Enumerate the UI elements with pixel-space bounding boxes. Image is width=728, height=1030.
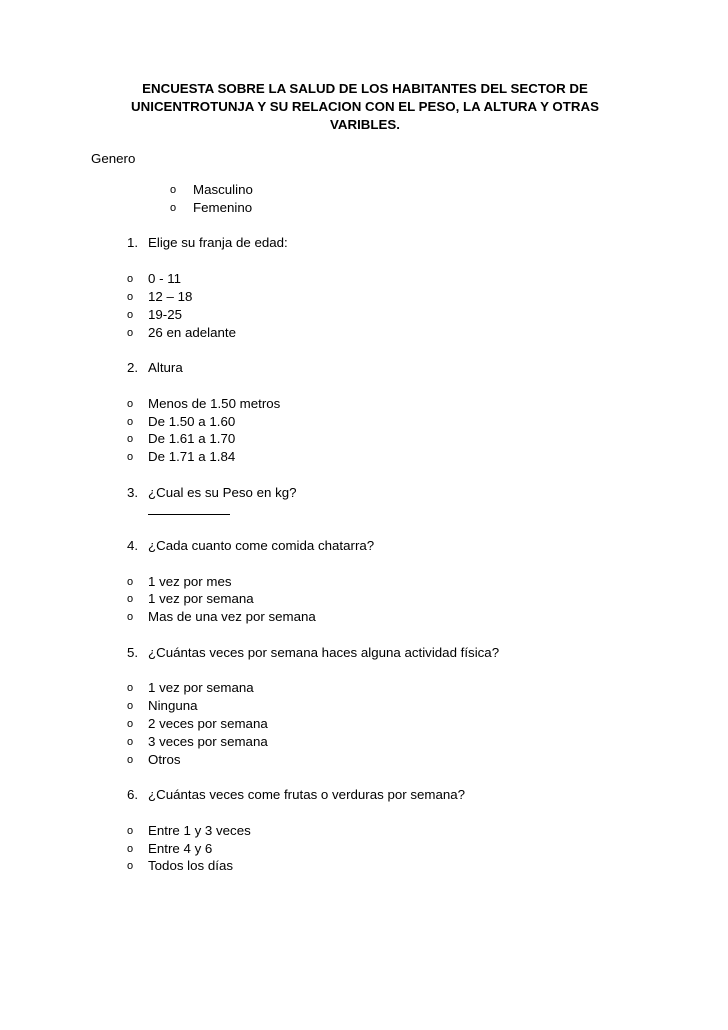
bullet-icon: o [127, 860, 134, 872]
question-2-option: De 1.50 a 1.60 [148, 414, 236, 429]
document-title [100, 80, 630, 134]
bullet-icon: o [127, 327, 134, 339]
question-5-option: Otros [148, 752, 181, 767]
question-1-number: 1. [127, 235, 139, 250]
question-5-option: 1 vez por semana [148, 680, 254, 695]
bullet-icon: o [127, 433, 134, 445]
question-4-option: 1 vez por semana [148, 591, 254, 606]
genero-option-femenino: Femenino [193, 200, 253, 215]
question-6-option: Entre 4 y 6 [148, 841, 213, 856]
question-1-option: 26 en adelante [148, 325, 236, 340]
question-1-text: Elige su franja de edad: [148, 235, 288, 250]
bullet-icon: o [127, 825, 134, 837]
weight-answer-line [148, 514, 230, 515]
question-2-option: Menos de 1.50 metros [148, 396, 281, 411]
question-2-option: De 1.61 a 1.70 [148, 431, 236, 446]
question-5-text: ¿Cuántas veces por semana haces alguna actividad física? [148, 645, 500, 660]
question-1-option: 0 - 11 [148, 271, 182, 286]
question-4-option: Mas de una vez por semana [148, 609, 316, 624]
question-3-text: ¿Cual es su Peso en kg? [148, 485, 297, 500]
bullet-icon: o [127, 416, 134, 428]
question-5-option: 2 veces por semana [148, 716, 268, 731]
question-6-number: 6. [127, 787, 139, 802]
bullet-icon: o [127, 682, 134, 694]
bullet-icon: o [127, 309, 134, 321]
bullet-icon: o [127, 736, 134, 748]
bullet-icon: o [127, 451, 134, 463]
question-4-number: 4. [127, 538, 139, 553]
question-5-option: Ninguna [148, 698, 198, 713]
question-5-number: 5. [127, 645, 139, 660]
genero-label: Genero [91, 151, 136, 166]
question-6-text: ¿Cuántas veces come frutas o verduras por semana? [148, 787, 466, 802]
question-5-option: 3 veces por semana [148, 734, 268, 749]
bullet-icon: o [170, 184, 177, 196]
question-2-text: Altura [148, 360, 183, 375]
question-4-text: ¿Cada cuanto come comida chatarra? [148, 538, 375, 553]
bullet-icon: o [170, 202, 177, 214]
genero-option-masculino: Masculino [193, 182, 253, 197]
question-1-option: 19-25 [148, 307, 183, 322]
title-line-2: UNICENTROTUNJA Y SU RELACION CON EL PESO, LA ALTURA Y OTRAS [131, 99, 599, 114]
bullet-icon: o [127, 576, 134, 588]
question-6-option: Todos los días [148, 858, 234, 873]
question-3-number: 3. [127, 485, 139, 500]
bullet-icon: o [127, 754, 134, 766]
bullet-icon: o [127, 398, 134, 410]
question-2-number: 2. [127, 360, 139, 375]
question-4-option: 1 vez por mes [148, 574, 232, 589]
bullet-icon: o [127, 291, 134, 303]
question-2-option: De 1.71 a 1.84 [148, 449, 236, 464]
bullet-icon: o [127, 611, 134, 623]
question-6-option: Entre 1 y 3 veces [148, 823, 251, 838]
bullet-icon: o [127, 273, 134, 285]
title-line-3: VARIBLES. [330, 117, 400, 132]
title-line-1: ENCUESTA SOBRE LA SALUD DE LOS HABITANTES DEL SECTOR DE [142, 81, 588, 96]
bullet-icon: o [127, 700, 134, 712]
bullet-icon: o [127, 843, 134, 855]
question-1-option: 12 – 18 [148, 289, 193, 304]
bullet-icon: o [127, 593, 134, 605]
bullet-icon: o [127, 718, 134, 730]
